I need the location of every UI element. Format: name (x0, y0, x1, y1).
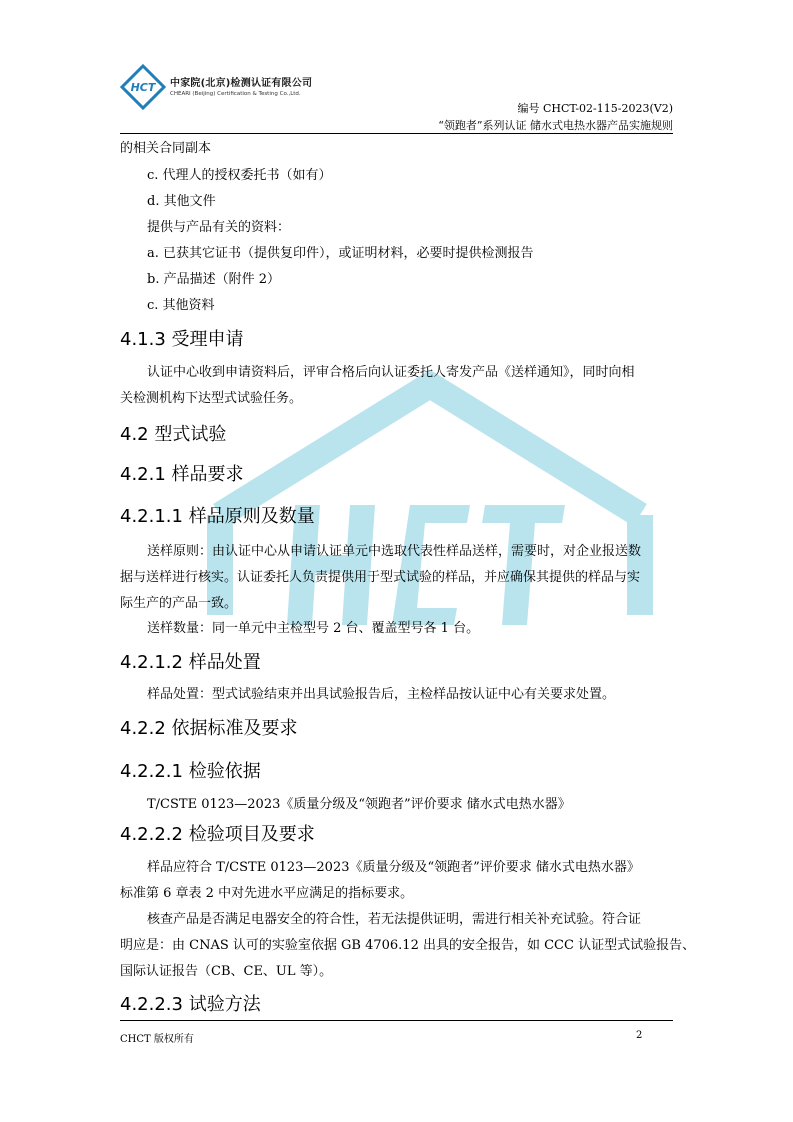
section-heading: 4.2.2.3 试验方法 (120, 994, 261, 1015)
list-item: c. 代理人的授权委托书（如有） (147, 168, 332, 183)
paragraph-line: 关检测机构下达型式试验任务。 (120, 391, 303, 406)
section-heading: 4.2.2 依据标准及要求 (120, 718, 298, 739)
paragraph-line: 送样原则：由认证中心从申请认证单元中选取代表性样品送样，需要时，对企业报送数 (147, 544, 642, 559)
company-name (170, 74, 312, 97)
section-heading: 4.2 型式试验 (120, 424, 227, 445)
paragraph-line: 标准第 6 章表 2 中对先进水平应满足的指标要求。 (120, 886, 414, 901)
document-header-info (438, 100, 673, 134)
paragraph-line: 明应是：由 CNAS 认可的实验室依据 GB 4706.12 出具的安全报告，如 CCC 认证型式试验报告、 (120, 938, 696, 953)
paragraph-line: 际生产的产品一致。 (120, 596, 238, 611)
paragraph-line: 样品处置：型式试验结束并出具试验报告后，主检样品按认证中心有关要求处置。 (147, 687, 616, 702)
page-number: 2 (636, 1030, 643, 1041)
paragraph-line: T/CSTE 0123—2023《质量分级及“领跑者”评价要求 储水式电热水器》 (147, 797, 571, 812)
hct-logo-icon (120, 64, 166, 110)
paragraph-line: 样品应符合 T/CSTE 0123—2023《质量分级及“领跑者”评价要求 储水式电热水器》 (147, 860, 640, 875)
paragraph-line: 认证中心收到申请资料后，评审合格后向认证委托人寄发产品《送样通知》，同时向相 (147, 365, 635, 380)
paragraph-line: 国际认证报告（CB、CE、UL 等）。 (120, 964, 333, 979)
logo-text: HCT (130, 81, 156, 94)
section-heading: 4.2.1.2 样品处置 (120, 652, 261, 673)
paragraph-line: 核查产品是否满足电器安全的符合性，若无法提供证明，需进行相关补充试验。符合证 (147, 912, 642, 927)
section-heading: 4.2.2.1 检验依据 (120, 761, 261, 782)
list-item: c. 其他资料 (147, 298, 215, 313)
paragraph-line: 据与送样进行核实。认证委托人负责提供用于型式试验的样品，并应确保其提供的样品与实 (120, 570, 641, 585)
document-number: 编号 CHCT-02-115-2023(V2) (517, 102, 673, 115)
hct-watermark (200, 365, 660, 695)
paragraph-line: 送样数量：同一单元中主检型号 2 台、覆盖型号各 1 台。 (147, 621, 480, 636)
list-item: a. 已获其它证书（提供复印件），或证明材料，必要时提供检测报告 (147, 246, 534, 261)
document-title: “领跑者”系列认证 储水式电热水器产品实施规则 (438, 119, 673, 132)
section-heading: 4.2.1.1 样品原则及数量 (120, 506, 315, 527)
company-name-cn: 中家院(北京)检测认证有限公司 (170, 78, 313, 89)
paragraph-line: 的相关合同副本 (120, 141, 212, 156)
list-item: d. 其他文件 (147, 194, 216, 209)
company-name-en: CHEARI (Beijing) Certification & Testing Co.,Ltd. (170, 91, 301, 97)
section-heading: 4.2.2.2 检验项目及要求 (120, 824, 315, 845)
footer-copyright: CHCT 版权所有 (120, 1034, 194, 1045)
section-heading: 4.2.1 样品要求 (120, 464, 244, 485)
paragraph-line: 提供与产品有关的资料： (147, 220, 291, 235)
list-item: b. 产品描述（附件 2） (147, 272, 280, 287)
header-divider (120, 133, 673, 134)
section-heading: 4.1.3 受理申请 (120, 329, 244, 350)
footer-divider (120, 1020, 673, 1021)
